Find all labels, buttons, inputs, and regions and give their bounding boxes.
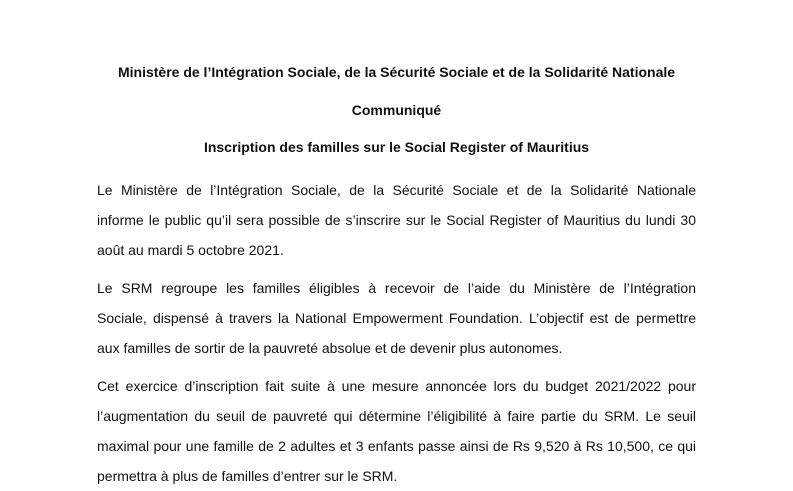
paragraph-line: l’augmentation du seuil de pauvreté qui détermine l’éligibilité à faire partie du SRM. Le seuil xyxy=(97,408,696,424)
paragraph-line: août au mardi 5 octobre 2021. xyxy=(97,242,284,258)
communique-label: Communiqué xyxy=(351,102,442,118)
paragraph-line: maximal pour une famille de 2 adultes et 3 enfants passe ainsi de Rs 9,520 à Rs 10,500, ce qui xyxy=(97,438,696,454)
paragraph-line: Le SRM regroupe les familles éligibles à recevoir de l’aide du Ministère de l’Intégration xyxy=(97,280,696,296)
paragraph-line: Le Ministère de l’Intégration Sociale, de la Sécurité Sociale et de la Solidarité Nationale xyxy=(97,182,696,198)
paragraph-registration-dates xyxy=(97,175,696,265)
paragraph-line: Sociale, dispensé à travers la National Empowerment Foundation. L’objectif est de permettre xyxy=(97,310,696,326)
ministry-title: Ministère de l’Intégration Sociale, de la Sécurité Sociale et de la Solidarité Nationale xyxy=(117,64,676,80)
subject-title: Inscription des familles sur le Social Register of Mauritius xyxy=(203,139,590,155)
paragraph-budget-measure xyxy=(97,371,696,491)
paragraph-line: Cet exercice d’inscription fait suite à une mesure annoncée lors du budget 2021/2022 pour xyxy=(97,378,696,394)
paragraph-line: permettra à plus de familles d’entrer sur le SRM. xyxy=(97,468,398,484)
paragraph-srm-description xyxy=(97,273,696,363)
paragraph-line: aux familles de sortir de la pauvreté absolue et de devenir plus autonomes. xyxy=(97,340,563,356)
paragraph-line: informe le public qu’il sera possible de s’inscrire sur le Social Register of Mauritius du lundi 30 xyxy=(97,212,696,228)
